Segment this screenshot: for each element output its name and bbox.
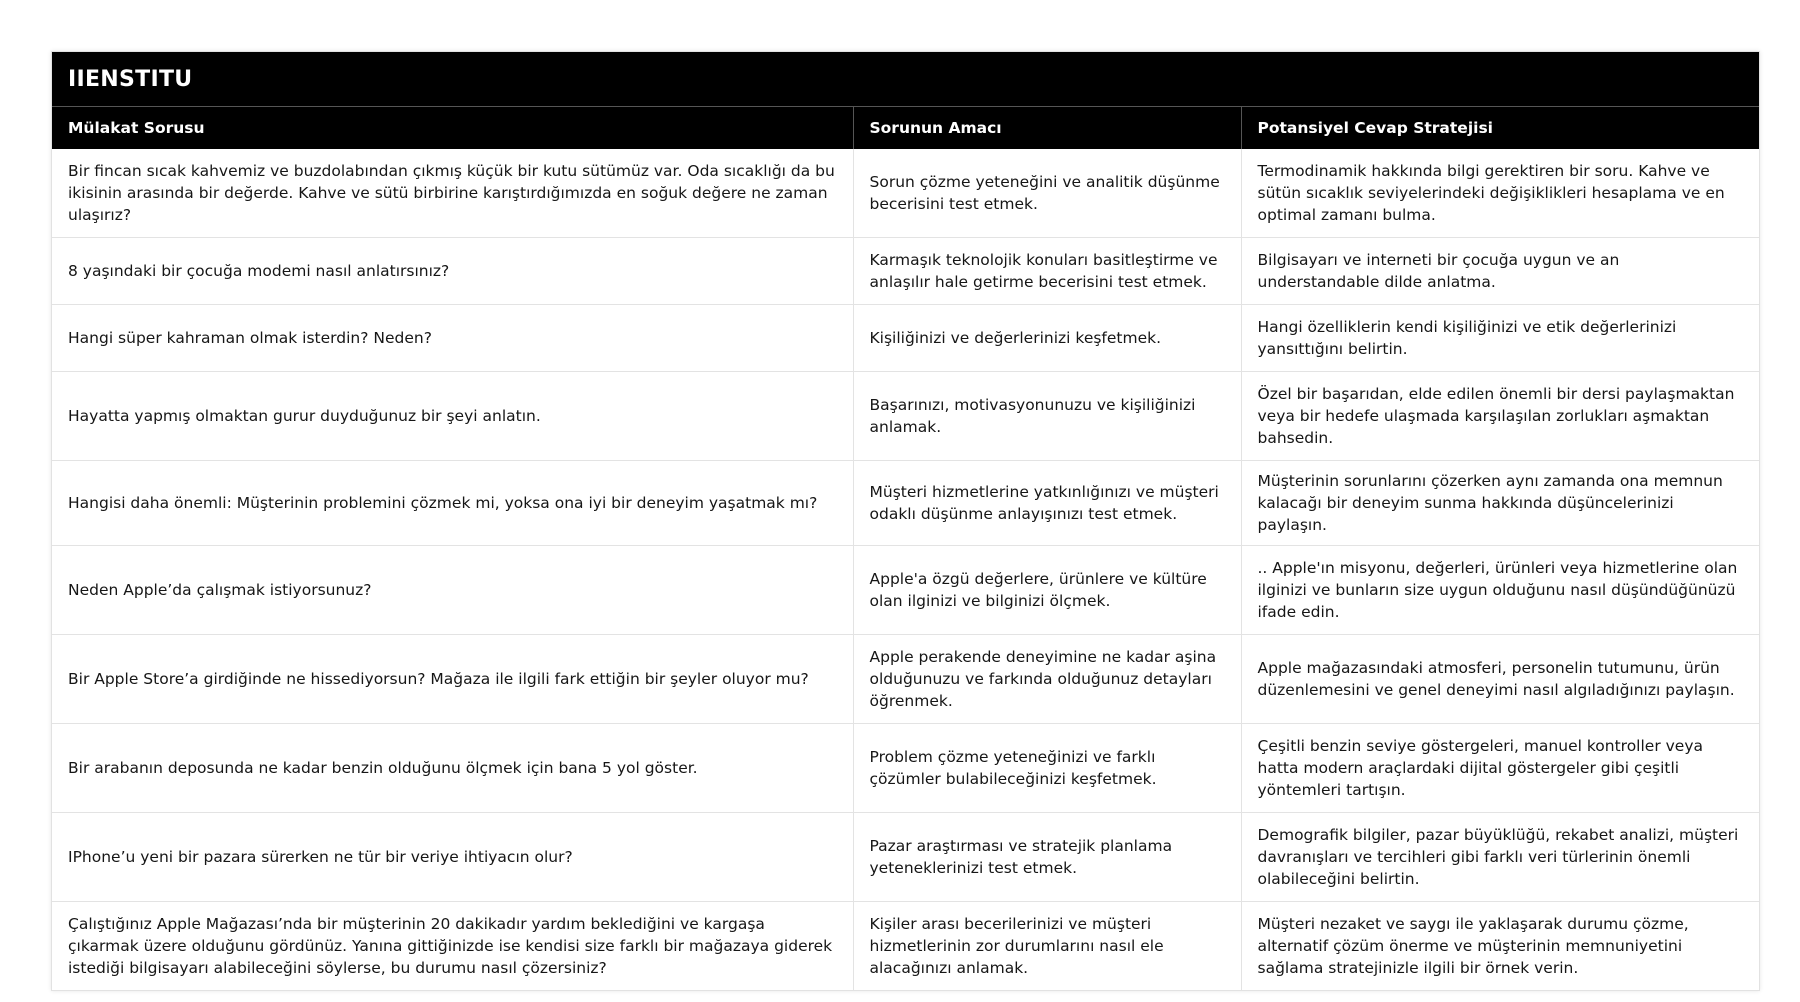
strategy-cell: Demografik bilgiler, pazar büyüklüğü, rekabet analizi, müşteri davranışları ve tercihleri gibi farklı veri türlerinin önemli olabileceğini belirtin. <box>1241 813 1759 902</box>
question-cell: Çalıştığınız Apple Mağazası’nda bir müşterinin 20 dakikadır yardım beklediğini ve kargaşa çıkarmak üzere olduğunu gördünüz. Yanına gittiğinizde ise kendisi size farklı bir mağazaya giderek istediği bilgisayarı alabileceğini söylerse, bu durumu nasıl çözersiniz? <box>52 902 853 991</box>
table-row <box>52 461 1759 546</box>
strategy-cell: .. Apple'ın misyonu, değerleri, ürünleri veya hizmetlerine olan ilginizi ve bunların size uygun olduğunu nasıl düşündüğünüzü ifade edin. <box>1241 546 1759 635</box>
table-row <box>52 902 1759 991</box>
strategy-cell: Apple mağazasındaki atmosferi, personelin tutumunu, ürün düzenlemesini ve genel deneyimi nasıl algıladığınızı paylaşın. <box>1241 635 1759 724</box>
purpose-cell: Karmaşık teknolojik konuları basitleştirme ve anlaşılır hale getirme becerisini test etmek. <box>853 238 1241 305</box>
question-cell: Hayatta yapmış olmaktan gurur duyduğunuz bir şeyi anlatın. <box>52 372 853 461</box>
question-cell: Bir arabanın deposunda ne kadar benzin olduğunu ölçmek için bana 5 yol göster. <box>52 724 853 813</box>
header-question: Mülakat Sorusu <box>52 107 853 149</box>
interview-table <box>52 107 1759 990</box>
question-cell: Neden Apple’da çalışmak istiyorsunuz? <box>52 546 853 635</box>
purpose-cell: Apple perakende deneyimine ne kadar aşina olduğunuzu ve farkında olduğunuz detayları öğrenmek. <box>853 635 1241 724</box>
header-row <box>52 107 1759 149</box>
strategy-cell: Müşteri nezaket ve saygı ile yaklaşarak durumu çözme, alternatif çözüm önerme ve müşterinin memnuniyetini sağlama stratejinizle ilgili bir örnek verin. <box>1257 915 1689 977</box>
strategy-cell: Özel bir başarıdan, elde edilen önemli bir dersi paylaşmaktan veya bir hedefe ulaşmada karşılaşılan zorlukları aşmaktan bahsedin. <box>1241 372 1759 461</box>
strategy-cell: Termodinamik hakkında bilgi gerektiren bir soru. Kahve ve sütün sıcaklık seviyelerindeki değişiklikleri hesaplama ve en optimal zamanı bulma. <box>1241 149 1759 238</box>
interview-questions-card <box>51 51 1760 991</box>
table-row <box>52 724 1759 813</box>
purpose-cell: Pazar araştırması ve stratejik planlama yeteneklerinizi test etmek. <box>853 813 1241 902</box>
question-cell: Bir fincan sıcak kahvemiz ve buzdolabından çıkmış küçük bir kutu sütümüz var. Oda sıcaklığı da bu ikisinin arasında bir değerde. Kahve ve sütü birbirine karıştırdığımızda en soğuk değere ne zaman ulaşırız? <box>52 149 853 238</box>
table-header <box>52 107 1759 149</box>
header-strategy: Potansiyel Cevap Stratejisi <box>1241 107 1759 149</box>
purpose-cell: Müşteri hizmetlerine yatkınlığınızı ve müşteri odaklı düşünme anlayışınızı test etmek. <box>853 461 1241 546</box>
question-cell: IPhone’u yeni bir pazara sürerken ne tür bir veriye ihtiyacın olur? <box>52 813 853 902</box>
table-row <box>52 635 1759 724</box>
question-cell: Bir Apple Store’a girdiğinde ne hissediyorsun? Mağaza ile ilgili fark ettiğin bir şeyler oluyor mu? <box>52 635 853 724</box>
question-cell: Hangisi daha önemli: Müşterinin problemini çözmek mi, yoksa ona iyi bir deneyim yaşatmak mı? <box>52 461 853 546</box>
table-body <box>52 149 1759 990</box>
table-row <box>52 305 1759 372</box>
purpose-cell: Sorun çözme yeteneğini ve analitik düşünme becerisini test etmek. <box>853 149 1241 238</box>
question-cell: Hangi süper kahraman olmak isterdin? Neden? <box>52 305 853 372</box>
table-row <box>52 372 1759 461</box>
purpose-cell: Başarınızı, motivasyonunuzu ve kişiliğinizi anlamak. <box>853 372 1241 461</box>
strategy-cell: Müşterinin sorunlarını çözerken aynı zamanda ona memnun kalacağı bir deneyim sunma hakkında düşüncelerinizi paylaşın. <box>1241 461 1759 546</box>
table-row <box>52 813 1759 902</box>
brand-title: IIENSTITU <box>52 52 1759 107</box>
purpose-cell: Kişiliğinizi ve değerlerinizi keşfetmek. <box>853 305 1241 372</box>
table-row <box>52 238 1759 305</box>
table-row <box>52 546 1759 635</box>
question-cell: 8 yaşındaki bir çocuğa modemi nasıl anlatırsınız? <box>52 238 853 305</box>
table-row <box>52 149 1759 238</box>
strategy-cell: Bilgisayarı ve interneti bir çocuğa uygun ve an understandable dilde anlatma. <box>1241 238 1759 305</box>
purpose-cell: Problem çözme yeteneğinizi ve farklı çözümler bulabileceğinizi keşfetmek. <box>853 724 1241 813</box>
strategy-cell: Çeşitli benzin seviye göstergeleri, manuel kontroller veya hatta modern araçlardaki dijital göstergeler gibi çeşitli yöntemleri tartışın. <box>1241 724 1759 813</box>
header-purpose: Sorunun Amacı <box>853 107 1241 149</box>
strategy-cell: Hangi özelliklerin kendi kişiliğinizi ve etik değerlerinizi yansıttığını belirtin. <box>1241 305 1759 372</box>
purpose-cell: Kişiler arası becerilerinizi ve müşteri hizmetlerinin zor durumlarını nasıl ele alacağınızı anlamak. <box>853 902 1241 991</box>
purpose-cell: Apple'a özgü değerlere, ürünlere ve kültüre olan ilginizi ve bilginizi ölçmek. <box>853 546 1241 635</box>
